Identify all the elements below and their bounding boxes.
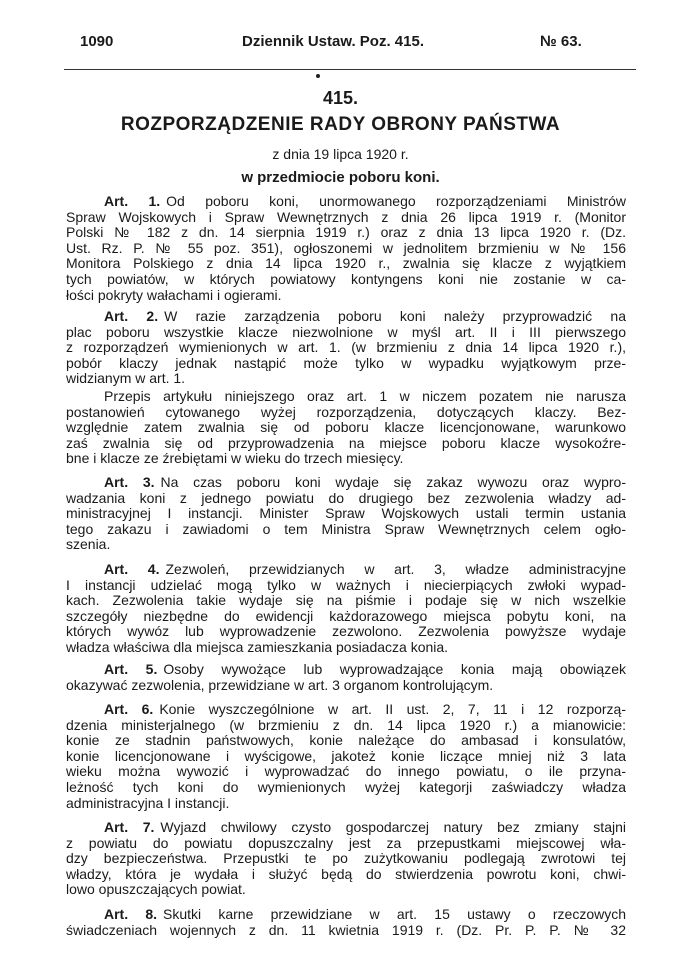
line-text: pobór klaczy jednak nastąpić może tylko w wypadku wyjątkowym prze- — [66, 354, 626, 371]
article-paragraph — [66, 389, 626, 467]
line-text: tych powiatów, w których powiatowy kontyngens koni nie zostanie w ca- — [66, 270, 626, 287]
text-line — [66, 867, 626, 883]
line-text: konie ze stadnin państwowych, konie należące do ambasad i konsulatów, — [66, 732, 626, 749]
text-line — [66, 640, 626, 656]
article-label: Art. 4. — [104, 561, 160, 577]
article-paragraph — [66, 907, 626, 938]
line-text: szczegóły niezbędne do ewidencji każdorazowego miejsca pobytu koni, na — [66, 607, 626, 624]
text-line — [66, 764, 626, 780]
text-line — [66, 506, 626, 522]
issue-number: № 63. — [540, 33, 582, 50]
article-paragraph — [66, 194, 626, 303]
text-line — [66, 340, 626, 356]
text-line — [66, 593, 626, 609]
text-line — [66, 907, 626, 923]
article-label: Art. 3. — [104, 474, 155, 490]
line-text: Konie wyszczególnione w art. II ust. 2, 7, 11 i 12 rozporzą- — [159, 701, 626, 717]
article-label: Art. 6. — [104, 701, 154, 717]
article-paragraph — [66, 475, 626, 553]
header-rule — [64, 69, 636, 70]
text-line — [66, 796, 626, 812]
text-line — [66, 451, 626, 467]
text-line — [66, 309, 626, 325]
line-text: administracyjna I instancji. — [66, 794, 230, 811]
text-line — [66, 475, 626, 491]
text-line — [66, 733, 626, 749]
text-line — [66, 389, 626, 405]
journal-title: Dziennik Ustaw. Poz. 415. — [242, 33, 424, 50]
text-line — [66, 325, 626, 341]
text-line — [66, 420, 626, 436]
line-text: Monitora Polskiego z dnia 14 lipca 1920 r., zwalnia się klacze z wyjątkiem — [66, 255, 626, 272]
article-paragraph — [66, 702, 626, 811]
text-line — [66, 371, 626, 387]
article-label: Art. 7. — [104, 819, 155, 835]
dot-mark — [316, 74, 320, 78]
article-paragraph — [66, 309, 626, 387]
line-text: łości pokryty wałachami i ogierami. — [66, 286, 282, 303]
text-line — [66, 882, 626, 898]
text-line — [66, 836, 626, 852]
line-text: Spraw Wojskowych i Spraw Wewnętrznych z dnia 26 lipca 1919 r. (Monitor — [66, 208, 626, 225]
line-text: szenia. — [66, 536, 111, 553]
line-text: okazywać zezwolenia, przewidziane w art. 3 organom kontrolującym. — [66, 676, 494, 693]
line-text: ministracyjnej I instancji. Minister Spraw Wojskowych ustali termin ustania — [66, 505, 626, 522]
article-label: Art. 8. — [104, 906, 158, 922]
article-paragraph — [66, 820, 626, 898]
line-text: leżność tych koni do wymienionych wyżej kategorji zaświadczy władza — [66, 778, 626, 795]
text-line — [66, 578, 626, 594]
line-text: Przepis artykułu niniejszego oraz art. 1 w niczem pozatem nie narusza — [104, 388, 626, 404]
line-text: świadczeniach wojennych z dn. 11 kwietnia 1919 r. (Dz. Pr. P. P. № 32 — [66, 921, 626, 938]
text-line — [66, 491, 626, 507]
line-text: W razie zarządzenia poboru koni należy przyprowadzić na — [164, 308, 626, 324]
text-line — [66, 537, 626, 553]
position-number: 415. — [322, 88, 359, 108]
text-line — [66, 851, 626, 867]
text-line — [66, 194, 626, 210]
text-line — [66, 678, 626, 694]
line-text: wieku można wywozić i wyprowadzać do innego powiatu, o ile przyna- — [66, 763, 626, 780]
line-text: względnie zatem zwalnia się od poboru klacze licencjonowane, warunkowo — [66, 419, 626, 436]
text-line — [66, 356, 626, 372]
line-text: dzy bezpieczeństwa. Przepustki te po zużytkowaniu podlegają zwrotowi tej — [66, 850, 626, 867]
text-line — [66, 210, 626, 226]
text-line — [66, 609, 626, 625]
line-text: których wywóz lub wyprowadzenie zezwolono. Zezwolenia powyższe wydaje — [66, 623, 626, 640]
text-line — [66, 718, 626, 734]
text-line — [66, 749, 626, 765]
document-date: z dnia 19 lipca 1920 r. — [272, 146, 409, 162]
document-title: ROZPORZĄDZENIE RADY OBRONY PAŃSTWA — [120, 114, 561, 135]
line-text: plac poboru wszystkie klacze niezwolnione w myśl art. II i III pierwszego — [66, 323, 626, 340]
text-line — [66, 662, 626, 678]
article-paragraph — [66, 662, 626, 693]
line-text: Zezwoleń, przewidzianych w art. 3, władze administracyjne — [165, 561, 626, 577]
text-line — [66, 288, 626, 304]
article-label: Art. 2. — [104, 308, 159, 324]
text-line — [66, 562, 626, 578]
text-line — [66, 256, 626, 272]
line-text: zaś zwalnia się od przyprowadzenia na miejsce poboru klacze wysokoźre- — [66, 434, 626, 451]
line-text: z rozporządzeń wymienionych w art. 1. (w brzmieniu z dnia 14 lipca 1920 r.), — [66, 339, 626, 356]
line-text: Od poboru koni, unormowanego rozporządzeniami Ministrów — [166, 193, 626, 209]
line-text: Osoby wywożące lub wyprowadzające konia mają obowiązek — [163, 661, 626, 677]
text-line — [66, 225, 626, 241]
line-text: Ust. Rz. P. № 55 poz. 351), ogłoszonemi w jednolitem brzmieniu w № 156 — [66, 239, 626, 256]
line-text: kach. Zezwolenia takie wydaje się na piśmie i podaje się w nich wszelkie — [66, 592, 626, 609]
text-line — [66, 241, 626, 257]
line-text: lowo opuszczających powiat. — [66, 881, 246, 898]
line-text: dzenia ministerjalnego (w brzmieniu z dn. 14 lipca 1920 r.) a mianowicie: — [66, 716, 626, 733]
line-text: konie licencjonowane i wyścigowe, jakoteż konie liczące mniej niż 3 lata — [66, 747, 626, 764]
text-line — [66, 923, 626, 939]
line-text: widzianym w art. 1. — [66, 370, 186, 387]
line-text: Wyjazd chwilowy czysto gospodarczej natury bez zmiany stajni — [160, 819, 626, 835]
line-text: Polski № 182 z dn. 14 sierpnia 1919 r.) oraz z dnia 13 lipca 1920 r. (Dz. — [66, 224, 626, 241]
line-text: władzy, która je wydała i służyć będą do stwierdzenia powrotu koni, chwi- — [66, 865, 626, 882]
text-line — [66, 820, 626, 836]
article-label: Art. 5. — [104, 661, 158, 677]
line-text: bne i klacze ze źrebiętami w wieku do trzech miesięcy. — [66, 450, 404, 467]
line-text: postanowień cytowanego wyżej rozporządzenia, dotyczących klaczy. Bez- — [66, 403, 626, 420]
text-line — [66, 522, 626, 538]
line-text: władza właściwa dla miejsca zamieszkania posiadacza konia. — [66, 638, 449, 655]
line-text: Na czas poboru koni wydaje się zakaz wywozu oraz wypro- — [160, 474, 627, 490]
page-number: 1090 — [80, 33, 114, 50]
text-line — [66, 624, 626, 640]
document-subject: w przedmiocie poboru koni. — [241, 169, 440, 186]
article-paragraph — [66, 562, 626, 656]
line-text: tego zakazu i zawiadomi o tem Ministra Spraw Wewnętrznych celem ogło- — [66, 520, 626, 537]
text-line — [66, 272, 626, 288]
line-text: wadzania koni z jednego powiatu do drugiego bez zezwolenia władzy ad- — [66, 489, 626, 506]
line-text: I instancji udzielać mogą tylko w ważnych i niecierpiących zwłoki wypad- — [66, 576, 626, 593]
line-text: Skutki karne przewidziane w art. 15 ustawy o rzeczowych — [163, 906, 626, 922]
text-line — [66, 405, 626, 421]
line-text: z powiatu do powiatu dopuszczalny jest za przepustkami miejscowej wła- — [66, 834, 626, 851]
text-line — [66, 780, 626, 796]
article-label: Art. 1. — [104, 193, 161, 209]
text-line — [66, 702, 626, 718]
text-line — [66, 436, 626, 452]
